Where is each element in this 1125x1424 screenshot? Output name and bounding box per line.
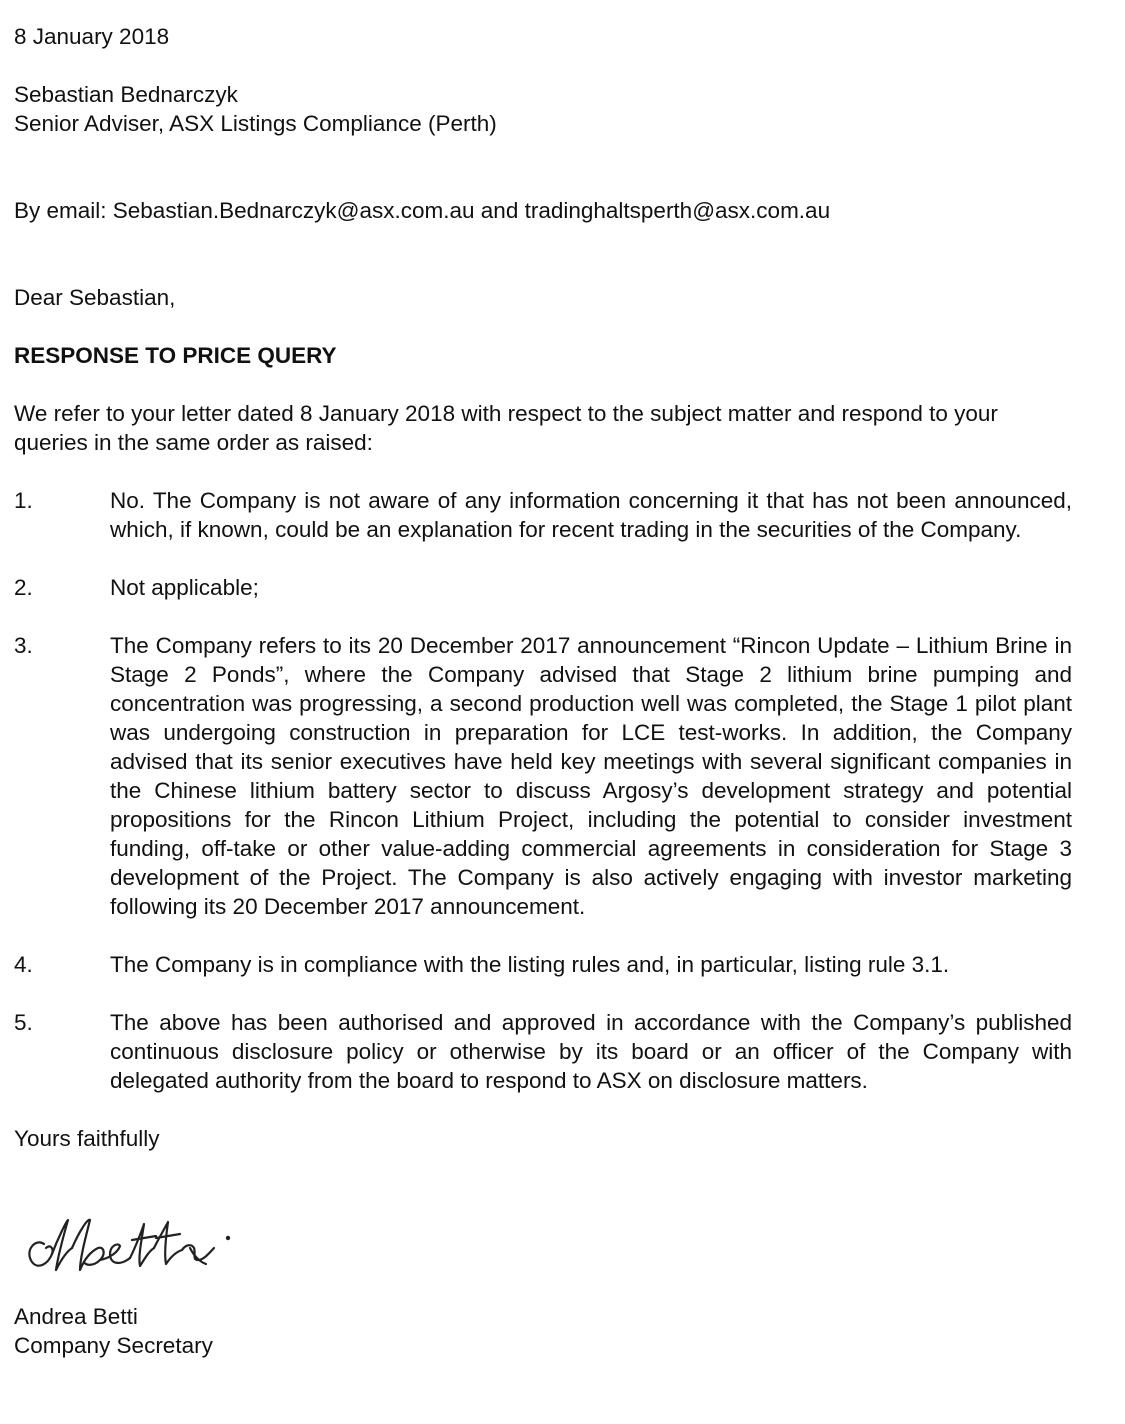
response-item — [14, 486, 1072, 544]
response-item-number: 4. — [14, 952, 33, 977]
recipient-title: Senior Adviser, ASX Listings Compliance (Perth) — [14, 111, 497, 136]
response-item-text: The Company is in compliance with the listing rules and, in particular, listing rule 3.1. — [110, 952, 950, 977]
response-item-number: 1. — [14, 488, 33, 513]
signatory-title: Company Secretary — [14, 1333, 213, 1358]
response-list — [14, 486, 1072, 1095]
closing: Yours faithfully — [14, 1126, 160, 1151]
response-item — [14, 631, 1072, 921]
response-item-number: 5. — [14, 1010, 33, 1035]
signatory-block — [14, 1302, 213, 1360]
handwritten-signature — [14, 1208, 244, 1284]
recipient-block — [14, 80, 1072, 138]
response-item — [14, 1008, 1072, 1095]
response-item-text: The above has been authorised and approved in accordance with the Company’s published continuous disclosure policy or otherwise by its board or an officer of the Company with delegated authority from the board to respond to ASX on disclosure matters. — [110, 1010, 1072, 1093]
recipient-name: Sebastian Bednarczyk — [14, 82, 238, 107]
response-item-text: The Company refers to its 20 December 2017 announcement “Rincon Update – Lithium Brine in Stage 2 Ponds”, where the Company advised that Stage 2 lithium brine pumping and concentration was progressing, a second production well was completed, the Stage 1 pilot plant was undergoing construction in preparation for LCE test-works. In addition, the Company advised that its senior executives have held key meetings with several significant companies in the Chinese lithium battery sector to discuss Argosy’s development strategy and potential propositions for the Rincon Lithium Project, including the potential to consider investment funding, off-take or other value-adding commercial agreements in consideration for Stage 3 development of the Project. The Company is also actively engaging with investor marketing following its 20 December 2017 announcement. — [110, 633, 1072, 919]
salutation: Dear Sebastian, — [14, 285, 176, 310]
response-item-number: 2. — [14, 575, 33, 600]
response-item — [14, 950, 1072, 979]
subject-heading: RESPONSE TO PRICE QUERY — [14, 343, 337, 368]
signatory-name: Andrea Betti — [14, 1304, 138, 1329]
intro-paragraph: We refer to your letter dated 8 January 2018 with respect to the subject matter and respond to your queries in the same order as raised: — [14, 401, 998, 455]
response-item-number: 3. — [14, 633, 33, 658]
response-item — [14, 573, 1072, 602]
letter-body — [14, 22, 1072, 1153]
response-item-text: No. The Company is not aware of any information concerning it that has not been announced, which, if known, could be an explanation for recent trading in the securities of the Company. — [110, 488, 1072, 542]
letter-date: 8 January 2018 — [14, 24, 170, 49]
by-email-line: By email: Sebastian.Bednarczyk@asx.com.au and tradinghaltsperth@asx.com.au — [14, 198, 831, 223]
response-item-text: Not applicable; — [110, 575, 259, 600]
